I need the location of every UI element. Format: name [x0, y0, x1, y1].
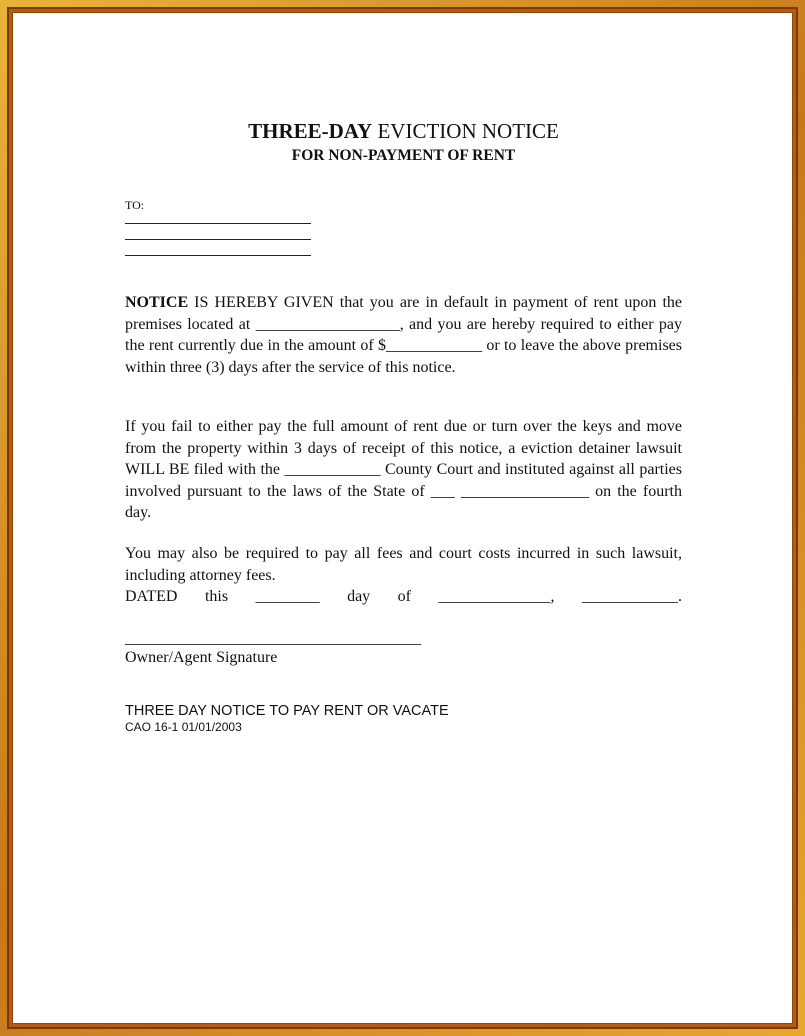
- signature-line: _____________________________________: [125, 630, 421, 647]
- document-title: [13, 119, 794, 143]
- notice-paragraph: [125, 292, 682, 378]
- footer-title: THREE DAY NOTICE TO PAY RENT OR VACATE: [125, 703, 449, 719]
- recipient-line-2: [125, 239, 311, 240]
- notice-lead: NOTICE: [125, 294, 189, 311]
- fees-paragraph: You may also be required to pay all fees and court costs incurred in such lawsuit, including attorney fees.: [125, 545, 682, 584]
- document-page: [12, 12, 793, 1024]
- signature-label: Owner/Agent Signature: [125, 649, 278, 666]
- failure-paragraph: If you fail to either pay the full amount of rent due or turn over the keys and move from the property within 3 days of receipt of this notice, a eviction detainer lawsuit WILL BE filed with the ____________ County Court and instituted against all parties involved pursuant to the laws of the State of ___ ________________ on the fourth day.: [125, 418, 682, 521]
- month-blank: ______________,: [438, 588, 555, 605]
- dated-line: [125, 586, 682, 608]
- title-bold-part: THREE-DAY: [248, 119, 373, 143]
- footer-code: CAO 16-1 01/01/2003: [125, 720, 242, 734]
- day-blank: ________: [255, 588, 320, 605]
- this-word: this: [204, 588, 229, 605]
- document-subtitle: FOR NON-PAYMENT OF RENT: [291, 147, 516, 164]
- dated-word: DATED: [125, 588, 178, 605]
- day-word: day: [347, 588, 371, 605]
- recipient-line-3: [125, 255, 311, 256]
- notice-text: IS HEREBY GIVEN that you are in default in payment of rent upon the premises located at __________________, and you are hereby required to either pay the rent currently due in the amount of $____________ or to leave the above premises within three (3) days after the service of this notice.: [125, 294, 682, 376]
- of-word: of: [397, 588, 411, 605]
- recipient-line-1: [125, 223, 311, 224]
- title-rest-part: EVICTION NOTICE: [372, 119, 559, 143]
- year-blank: ____________.: [582, 588, 682, 605]
- to-label: TO:: [125, 198, 145, 212]
